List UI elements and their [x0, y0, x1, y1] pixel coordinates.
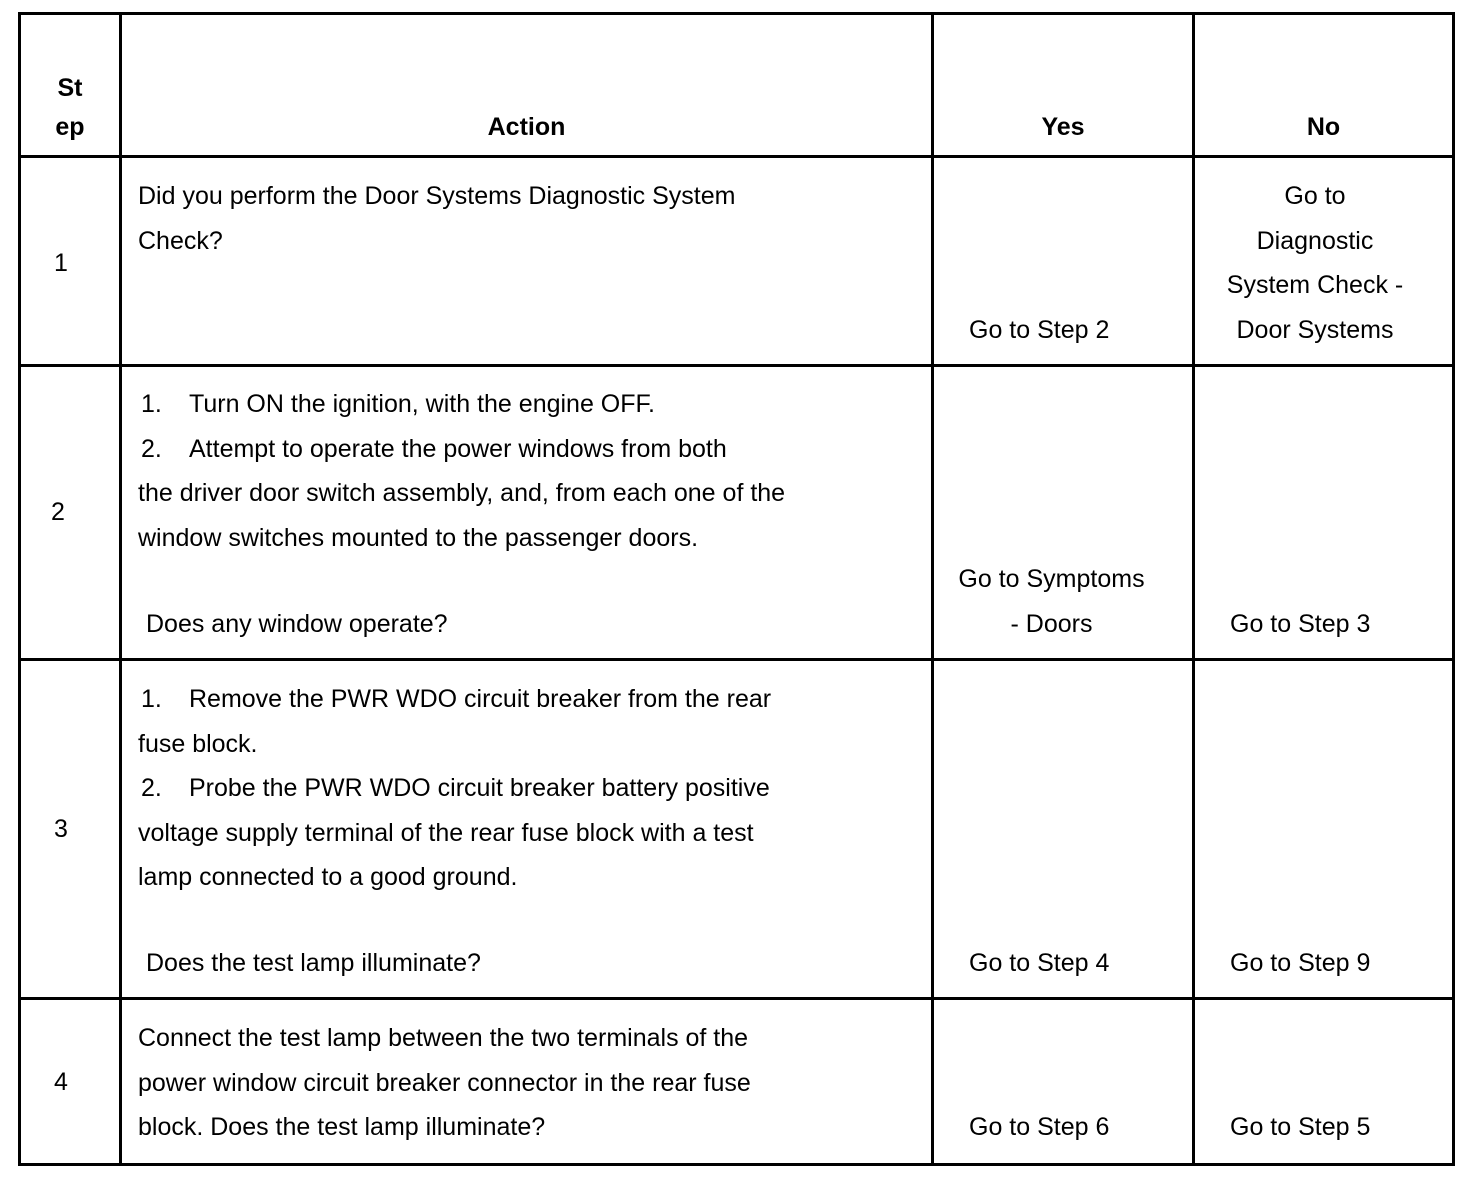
- header-yes: Yes: [1041, 113, 1085, 141]
- no-result: Go to Diagnostic System Check - Door Systems: [1226, 182, 1404, 344]
- step-number: 4: [54, 1068, 68, 1096]
- action-text: Did you perform the Door Systems Diagnostic System Check?: [138, 182, 736, 255]
- question-text: Does the test lamp illuminate?: [146, 949, 481, 977]
- action-text: 1. Remove the PWR WDO circuit breaker from the rear fuse block. 2. Probe the PWR WDO circuit breaker battery positive voltage supply terminal of the rear fuse block with a test lamp connected to a good ground.: [138, 677, 771, 900]
- header-action: Action: [487, 113, 566, 141]
- table-border-top: [18, 12, 1455, 15]
- row-divider: [18, 658, 1455, 661]
- row-divider: [18, 364, 1455, 367]
- yes-result: Go to Symptoms - Doors: [958, 565, 1145, 638]
- table-border-bottom: [18, 1163, 1455, 1166]
- step-number: 1: [54, 249, 68, 277]
- no-result: Go to Step 3: [1230, 610, 1371, 638]
- action-text: 1. Turn ON the ignition, with the engine OFF. 2. Attempt to operate the power windows from both the driver door switch assembly, and, from each one of the window switches mounted to the passenger doors.: [138, 382, 785, 560]
- step-number: 3: [54, 815, 68, 843]
- header-no: No: [1306, 113, 1341, 141]
- diagnostic-table: [18, 12, 1455, 1166]
- yes-result: Go to Step 6: [969, 1113, 1110, 1141]
- row-divider: [18, 997, 1455, 1000]
- header-divider: [18, 155, 1455, 158]
- list-item: 1. Remove the PWR WDO circuit breaker from the rear: [141, 685, 772, 713]
- question-text: Does any window operate?: [146, 610, 448, 638]
- step-number: 2: [51, 498, 65, 526]
- list-item: 1. Turn ON the ignition, with the engine OFF.: [141, 390, 655, 418]
- list-item: 2. Attempt to operate the power windows from both: [141, 434, 727, 463]
- no-result: Go to Step 5: [1230, 1113, 1371, 1141]
- yes-result: Go to Step 4: [969, 949, 1110, 977]
- table-border-left: [18, 12, 21, 1166]
- header-step: St ep: [55, 74, 85, 141]
- table-border-right: [1452, 12, 1455, 1166]
- yes-result: Go to Step 2: [969, 316, 1110, 344]
- action-text: Connect the test lamp between the two terminals of the power window circuit breaker connector in the rear fuse block. Does the test lamp illuminate?: [138, 1024, 751, 1141]
- list-item: 2. Probe the PWR WDO circuit breaker battery positive: [141, 774, 770, 802]
- column-divider: [119, 12, 122, 1166]
- no-result: Go to Step 9: [1230, 949, 1371, 977]
